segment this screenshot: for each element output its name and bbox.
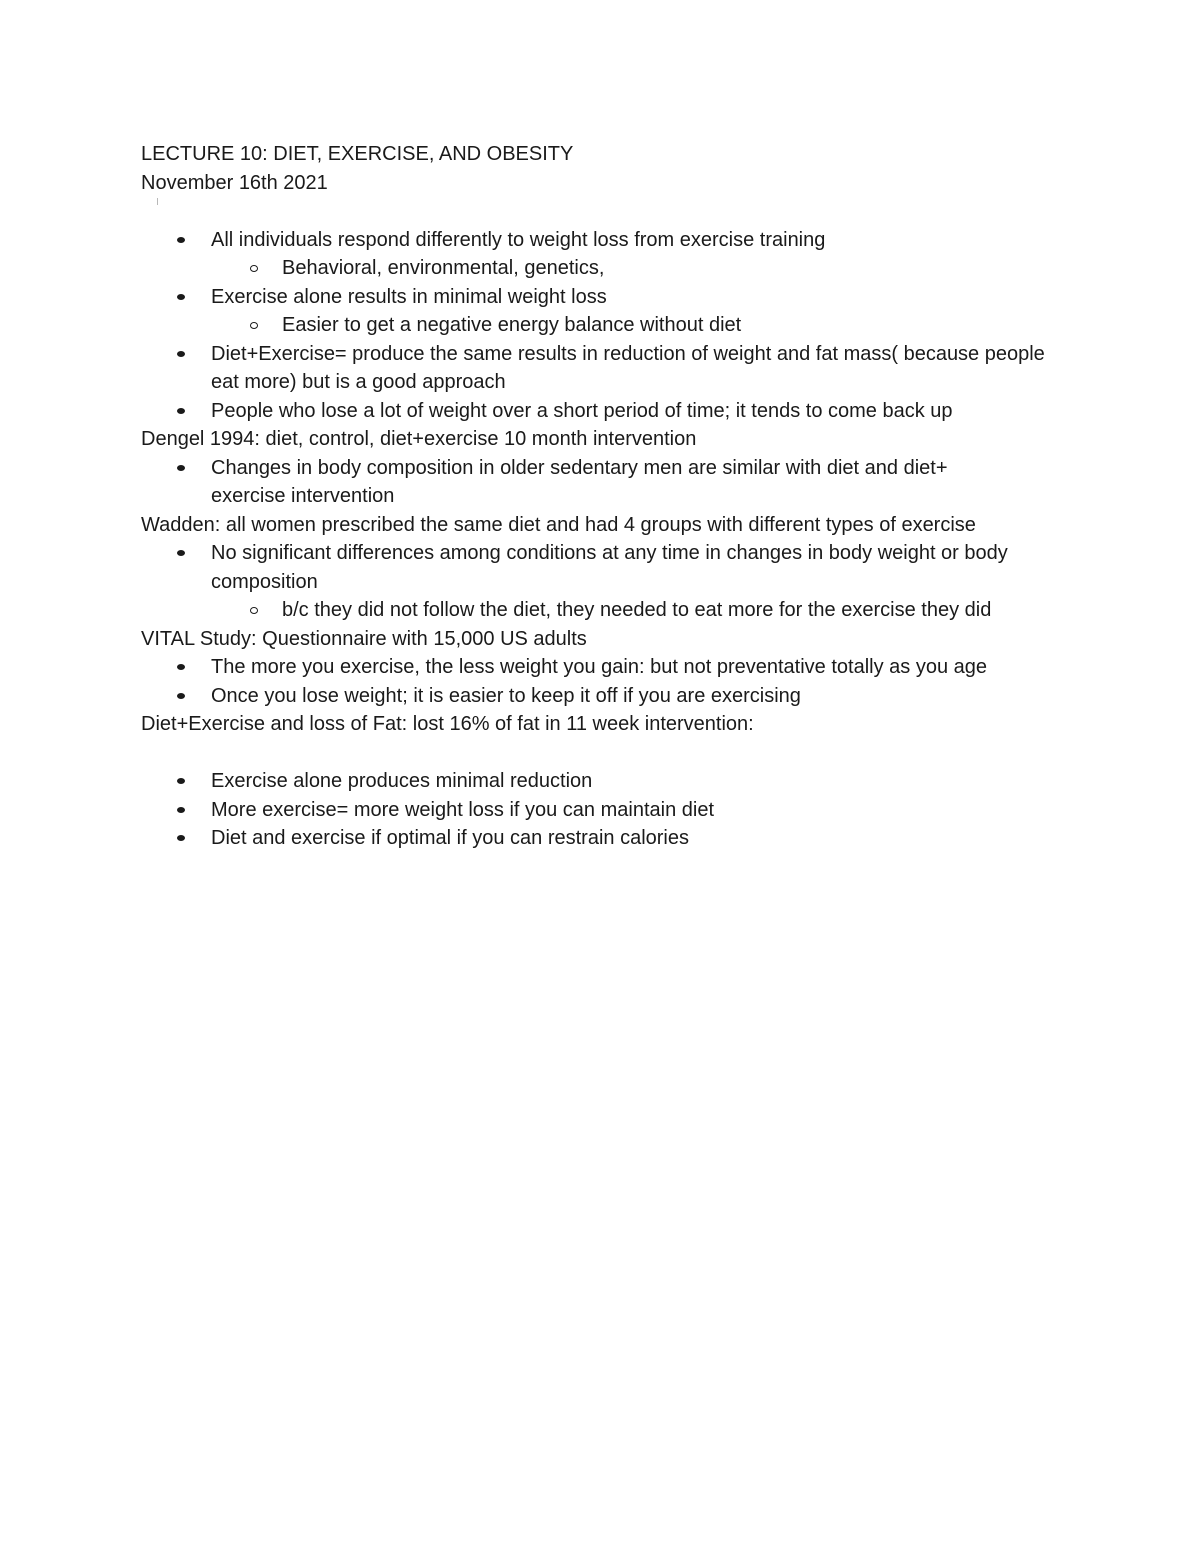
list-item-text: Exercise alone results in minimal weight loss xyxy=(211,285,607,308)
sub-list-item-text: Easier to get a negative energy balance without diet xyxy=(282,314,742,336)
list-item-text: No significant differences among conditions at any time in changes in body weight or body composition xyxy=(211,542,1008,593)
bullet-ring-icon xyxy=(250,265,258,272)
bullet-dot-icon xyxy=(177,237,185,243)
bullet-dot-icon xyxy=(177,664,185,670)
sub-bullet-list xyxy=(211,311,1081,340)
document-body xyxy=(141,140,1081,853)
section-heading-fat: Diet+Exercise and loss of Fat: lost 16% of fat in 11 week intervention: xyxy=(141,713,754,735)
bullet-dot-icon xyxy=(177,693,185,699)
bullet-dot-icon xyxy=(177,408,185,414)
blank-line xyxy=(141,739,1081,768)
sub-list-item-text: b/c they did not follow the diet, they needed to eat more for the exercise they did xyxy=(282,599,992,621)
list-item xyxy=(211,824,1081,853)
list-item xyxy=(211,397,1081,426)
list-item-text: More exercise= more weight loss if you can maintain diet xyxy=(211,798,715,821)
vital-bullet-list xyxy=(141,653,1081,710)
list-item xyxy=(211,767,1081,796)
list-item-text: Exercise alone produces minimal reduction xyxy=(211,770,593,792)
document-date: November 16th 2021 xyxy=(141,171,328,194)
sub-list-item xyxy=(282,596,1081,625)
sub-list-item xyxy=(282,254,1081,283)
intro-bullet-list xyxy=(141,226,1081,426)
list-item xyxy=(211,682,1081,711)
list-item-text: Diet and exercise if optimal if you can restrain calories xyxy=(211,827,689,849)
list-item xyxy=(211,653,1081,682)
bullet-ring-icon xyxy=(250,607,258,614)
list-item xyxy=(211,454,1081,511)
section-heading-vital: VITAL Study: Questionnaire with 15,000 US adults xyxy=(141,627,587,650)
list-item xyxy=(211,340,1081,397)
list-item xyxy=(211,539,1081,625)
section-heading-wadden: Wadden: all women prescribed the same diet and had 4 groups with different types of exercise xyxy=(141,513,976,536)
document-title: LECTURE 10: DIET, EXERCISE, AND OBESITY xyxy=(141,143,574,165)
dengel-bullet-list xyxy=(141,454,1081,511)
list-item-text: Once you lose weight; it is easier to keep it off if you are exercising xyxy=(211,684,801,707)
section-heading-dengel: Dengel 1994: diet, control, diet+exercise 10 month intervention xyxy=(141,428,697,450)
list-item-text: Changes in body composition in older sedentary men are similar with diet and diet+ exercise intervention xyxy=(211,456,948,507)
bullet-dot-icon xyxy=(177,351,185,357)
fat-bullet-list xyxy=(141,767,1081,853)
bullet-ring-icon xyxy=(250,322,258,329)
sub-list-item-text: Behavioral, environmental, genetics, xyxy=(282,257,605,279)
bullet-dot-icon xyxy=(177,807,185,813)
list-item-text: People who lose a lot of weight over a short period of time; it tends to come back up xyxy=(211,399,953,422)
wadden-bullet-list xyxy=(141,539,1081,625)
bullet-dot-icon xyxy=(177,778,185,784)
list-item-text: Diet+Exercise= produce the same results in reduction of weight and fat mass( because people eat more) but is a good approach xyxy=(211,342,1045,393)
bullet-dot-icon xyxy=(177,294,185,300)
sub-list-item xyxy=(282,311,1081,340)
bullet-dot-icon xyxy=(177,465,185,471)
sub-bullet-list xyxy=(211,596,1081,625)
list-item xyxy=(211,283,1081,340)
list-item xyxy=(211,796,1081,825)
blank-line xyxy=(141,197,1081,226)
list-item-text: The more you exercise, the less weight you gain: but not preventative totally as you age xyxy=(211,656,987,678)
sub-bullet-list xyxy=(211,254,1081,283)
bullet-dot-icon xyxy=(177,550,185,556)
list-item xyxy=(211,226,1081,283)
bullet-dot-icon xyxy=(177,835,185,841)
list-item-text: All individuals respond differently to weight loss from exercise training xyxy=(211,228,826,251)
